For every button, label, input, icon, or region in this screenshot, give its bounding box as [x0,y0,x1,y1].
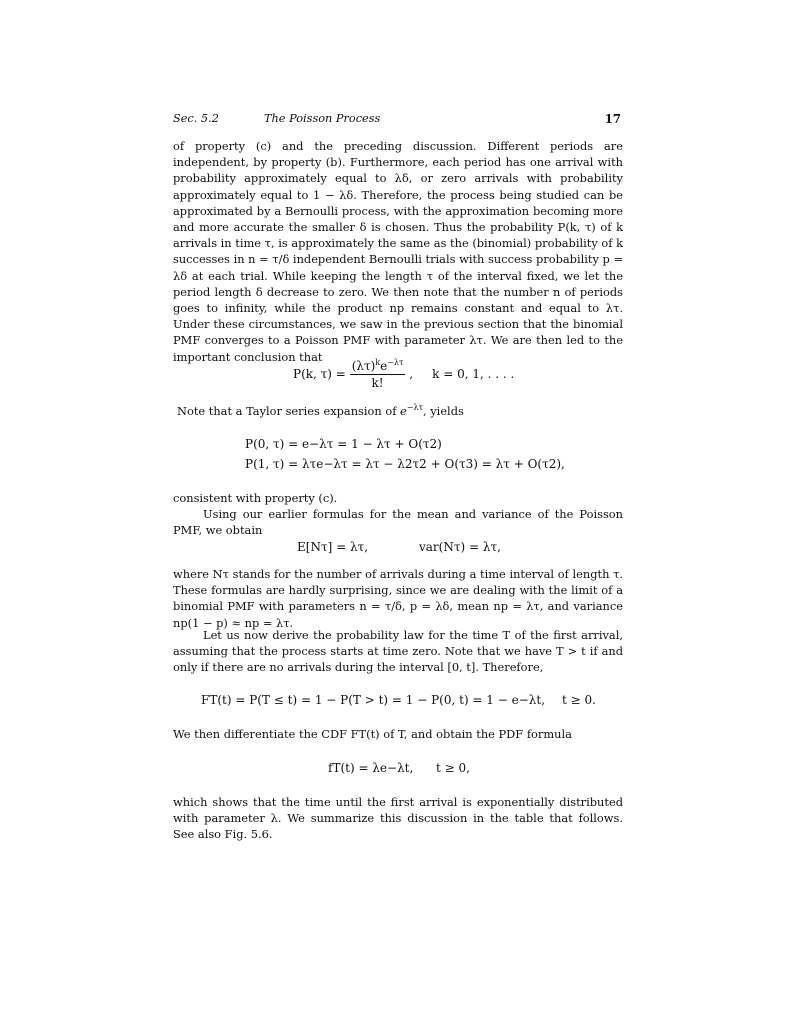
taylor-expansion-line-1: P(0, τ) = e−λτ = 1 − λτ + O(τ2) [245,437,442,451]
poisson-pmf-equation [173,358,743,391]
fraction-denominator: k! [371,376,384,390]
cdf-condition: t ≥ 0. [562,693,596,707]
paragraph-4: Using our earlier formulas for the mean and variance of the Poisson PMF, we obtain [173,507,623,538]
paragraph-1: of property (c) and the preceding discussion. Different periods are independent, by property (b). Furthermore, each period has one arrival with probability approximately equal to λδ, or zero arrivals with probability approximately equal to 1 − λδ. Therefore, the process being studied can be approximated by a Bernoulli process, with the approximation becoming more and more accurate the smaller δ is chosen. Thus the probability P(k, τ) of k arrivals in time τ, is approximately the same as the (binomial) probability of k successes in n = τ/δ independent Bernoulli trials with success probability p = λδ at each trial. While keeping the length τ of the interval fixed, we let the period length δ decrease to zero. We then note that the number n of periods goes to infinity, while the product np remains constant and equal to λτ. Under these circumstances, we saw in the previous section that the binomial PMF converges to a Poisson PMF with parameter λτ. We are then led to the important conclusion that [173,139,623,364]
page-number: 17 [604,112,621,126]
equation-condition: , k = 0, 1, . . . . [409,367,515,381]
paragraph-6: Let us now derive the probability law for the time T of the first arrival, assuming that the process starts at time zero. Note that we have T > t if and only if there are no arrivals during the interval [0, t]. Therefore, [173,628,623,675]
variance-formula: var(Nτ) = λτ, [419,540,501,554]
paragraph-7: We then differentiate the CDF FT(t) of T, and obtain the PDF formula [173,727,572,741]
cdf-formula: FT(t) = P(T ≤ t) = 1 − P(T > t) = 1 − P(0, t) = 1 − e−λt, [201,693,546,707]
section-label: Sec. 5.2 [173,112,219,125]
paragraph-2: Note that a Taylor series expansion of $e^{-\lambda\tau}$, yields [177,403,464,418]
equation-fraction [350,358,406,391]
chapter-title: The Poisson Process [264,112,381,125]
pdf-condition: t ≥ 0, [436,761,470,775]
paragraph-3: consistent with property (c). [173,491,338,505]
fraction-numerator: $(\lambda\tau)^ke^{-\lambda\tau}$ [351,358,404,373]
paragraph-8: which shows that the time until the first arrival is exponentially distributed with parameter λ. We summarize this discussion in the table that follows. See also Fig. 5.6. [173,795,623,842]
taylor-expansion-line-2: P(1, τ) = λτe−λτ = λτ − λ2τ2 + O(τ3) = λτ + O(τ2), [245,457,565,471]
equation-lhs: P(k, τ) = [293,367,346,381]
paragraph-5: where Nτ stands for the number of arrivals during a time interval of length τ. These formulas are hardly surprising, since we are dealing with the limit of a binomial PMF with parameters n = τ/δ, p = λδ, mean np = λτ, and variance np(1 − p) ≈ np = λτ. [173,567,623,630]
mean-formula: E[Nτ] = λτ, [297,540,369,554]
running-header [173,111,623,127]
pdf-formula: fT(t) = λe−λt, [328,761,414,775]
